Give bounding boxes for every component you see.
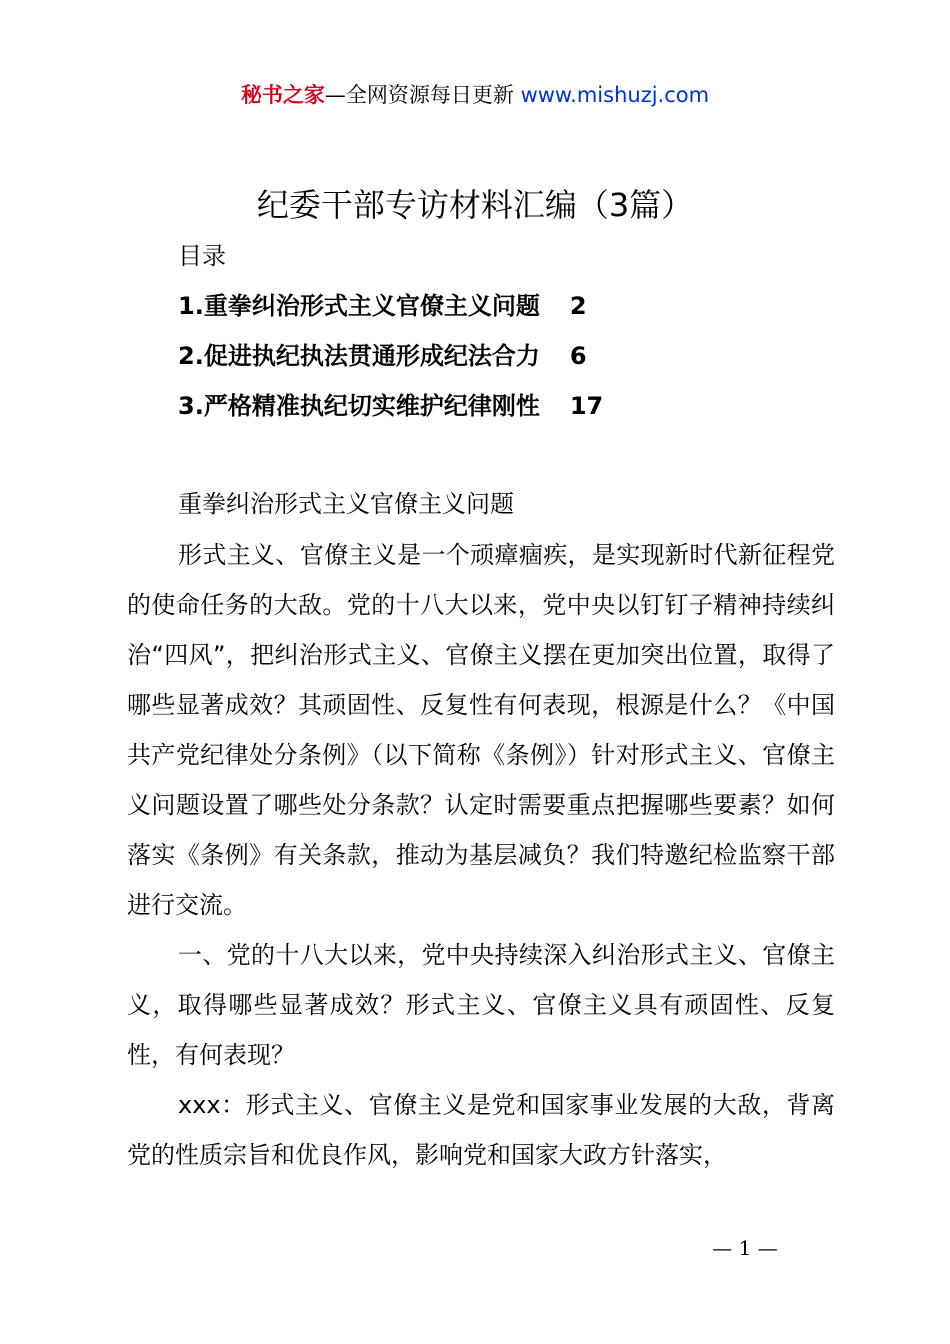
toc-heading: 目录 <box>178 242 226 270</box>
toc-item <box>178 383 603 433</box>
header-tagline: 全网资源每日更新 <box>345 83 514 107</box>
paragraph-question-1: 一、党的十八大以来，党中央持续深入纠治形式主义、官僚主义，取得哪些显著成效？形式主义、官僚主义具有顽固性、反复性，有何表现？ <box>127 941 835 1069</box>
site-header <box>0 78 950 112</box>
paragraph-intro: 形式主义、官僚主义是一个顽瘴痼疾，是实现新时代新征程党的使命任务的大敌。党的十八大以来，党中央以钉钉子精神持续纠治“四风”，把纠治形式主义、官僚主义摆在更加突出位置，取得了哪些显著成效？其顽固性、反复性有何表现，根源是什么？《中国共产党纪律处分条例》（以下简称《条例》）针对形式主义、官僚主义问题设置了哪些处分条款？认定时需要重点把握哪些要素？如何落实《条例》有关条款，推动为基层减负？我们特邀纪检监察干部进行交流。 <box>127 541 835 919</box>
toc-item-title: 严格精准执纪切实维护纪律刚性 <box>203 392 540 420</box>
page-number: — 1 — <box>712 1236 778 1260</box>
toc-item-page: 17 <box>569 392 604 420</box>
toc-item-number: 1. <box>178 292 204 320</box>
section-title: 重拳纠治形式主义官僚主义问题 <box>178 490 514 518</box>
toc-item-page: 6 <box>569 342 587 370</box>
toc-item <box>178 283 603 333</box>
toc-item-number: 3. <box>178 392 204 420</box>
toc-item-number: 2. <box>178 342 204 370</box>
toc-item-title: 促进执纪执法贯通形成纪法合力 <box>203 342 540 370</box>
paragraph-answer-1: xxx：形式主义、官僚主义是党和国家事业发展的大敌，背离党的性质宗旨和优良作风，影响党和国家大政方针落实， <box>127 1091 835 1169</box>
site-url-link[interactable]: www.mishuzj.com <box>520 83 710 107</box>
toc-item-title: 重拳纠治形式主义官僚主义问题 <box>203 292 540 320</box>
toc-item-page: 2 <box>569 292 587 320</box>
body-text <box>127 530 835 1180</box>
table-of-contents <box>178 283 603 433</box>
toc-item <box>178 333 603 383</box>
document-title: 纪委干部专访材料汇编（3篇） <box>256 186 694 224</box>
brand-name: 秘书之家 <box>240 83 325 107</box>
header-dash: — <box>324 83 346 107</box>
